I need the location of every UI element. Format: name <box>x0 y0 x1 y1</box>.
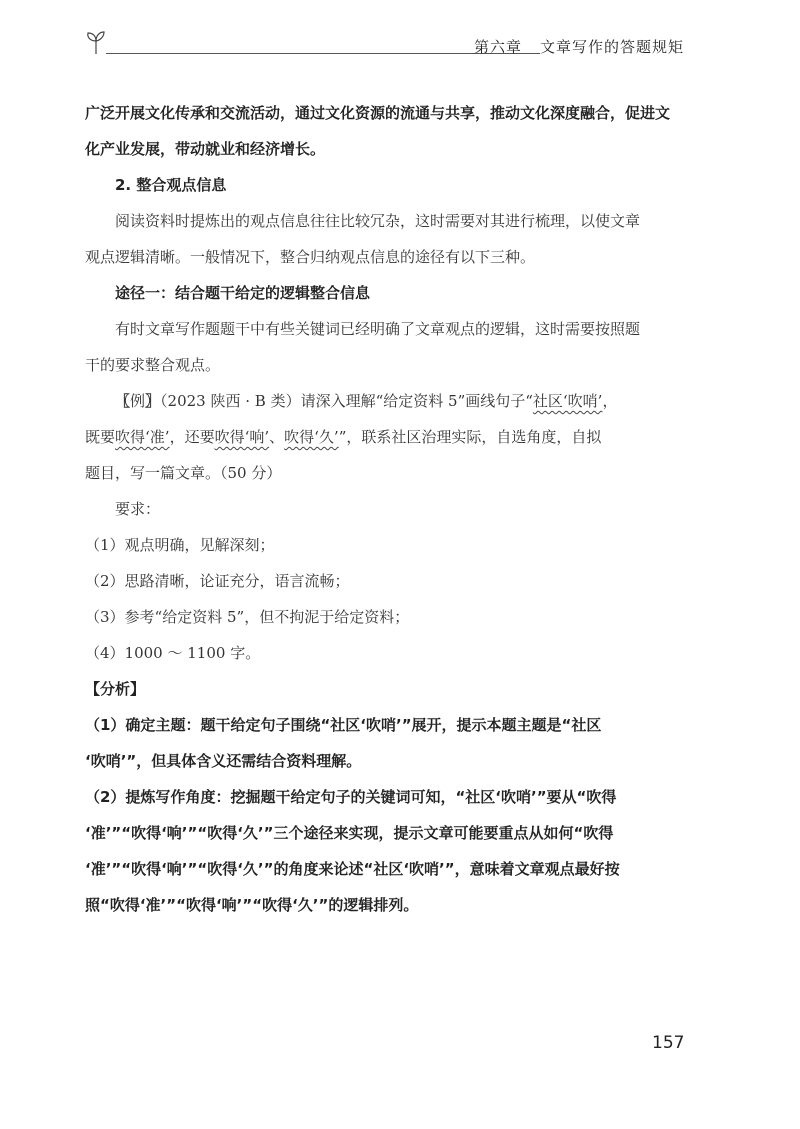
example-line <box>85 383 685 419</box>
chapter-title: 文章写作的答题规矩 <box>539 38 684 56</box>
paragraph-line: 干的要求整合观点。 <box>85 356 221 374</box>
example-line: 题目，写一篇文章。（50 分） <box>85 464 282 482</box>
underlined-phrase: 吹得‘久’ <box>284 428 339 446</box>
requirement-item: （2）思路清晰，论证充分，语言流畅； <box>85 572 350 590</box>
analysis-line: 照“吹得‘准’”“吹得‘响’”“吹得‘久’”的逻辑排列。 <box>85 896 419 914</box>
underlined-phrase: 社区‘吹哨’ <box>532 392 603 410</box>
example-text: 既要 <box>85 428 116 446</box>
page-body <box>85 95 685 923</box>
example-text: ”，联系社区治理实际，自选角度，自拟 <box>338 428 602 446</box>
analysis-line: （1）确定主题：题干给定句子围绕“社区‘吹哨’”展开，提示本题主题是“社区 <box>85 716 602 734</box>
subsection-heading: 途径一：结合题干给定的逻辑整合信息 <box>115 284 371 302</box>
chapter-label: 第六章 <box>473 38 522 56</box>
paragraph-line: 有时文章写作题题干中有些关键词已经明确了文章观点的逻辑，这时需要按照题 <box>115 320 641 338</box>
analysis-heading: 【分析】 <box>85 680 146 698</box>
example-text: （2023 陕西 · B 类）请深入理解“给定资料 5”画线句子“ <box>160 392 533 410</box>
section-heading: 2. 整合观点信息 <box>115 176 227 194</box>
example-label: 例 <box>130 392 146 410</box>
underlined-phrase: 吹得‘响’ <box>214 428 270 446</box>
requirement-item: （3）参考“给定资料 5”，但不拘泥于给定资料； <box>85 608 410 626</box>
example-bracket-left: 〖 <box>115 392 131 410</box>
example-text: 、 <box>269 428 285 446</box>
page-number: 157 <box>652 1033 685 1053</box>
requirement-item: （4）1000 ～ 1100 字。 <box>85 644 261 662</box>
running-header <box>474 36 684 57</box>
requirement-item: （1）观点明确，见解深刻； <box>85 536 275 554</box>
analysis-line: （2）提炼写作角度：挖掘题干给定句子的关键词可知，“社区‘吹哨’”要从“吹得 <box>85 788 617 806</box>
analysis-line: ‘吹哨’”，但具体含义还需结合资料理解。 <box>85 752 362 770</box>
sprout-icon <box>84 28 108 56</box>
analysis-line: ‘准’”“吹得‘响’”“吹得‘久’”的角度来论述“社区‘吹哨’”，意味着文章观点最好按 <box>85 860 620 878</box>
example-text: ， <box>602 392 618 410</box>
paragraph-line: 阅读资料时提炼出的观点信息往往比较冗杂，这时需要对其进行梳理，以使文章 <box>115 212 641 230</box>
analysis-line: ‘准’”“吹得‘响’”“吹得‘久’”三个途径来实现，提示文章可能要重点从如何“吹得 <box>85 824 614 842</box>
paragraph-line: 化产业发展，带动就业和经济增长。 <box>85 140 326 158</box>
paragraph-line: 广泛开展文化传承和交流活动，通过文化资源的流通与共享，推动文化深度融合，促进文 <box>85 104 671 122</box>
requirements-label: 要求： <box>115 500 161 518</box>
example-bracket-right: 〗 <box>145 392 161 410</box>
page-header <box>84 28 684 68</box>
example-line <box>85 419 685 455</box>
example-text: ，还要 <box>169 428 215 446</box>
paragraph-line: 观点逻辑清晰。一般情况下，整合归纳观点信息的途径有以下三种。 <box>85 248 536 266</box>
underlined-phrase: 吹得‘准’ <box>115 428 170 446</box>
